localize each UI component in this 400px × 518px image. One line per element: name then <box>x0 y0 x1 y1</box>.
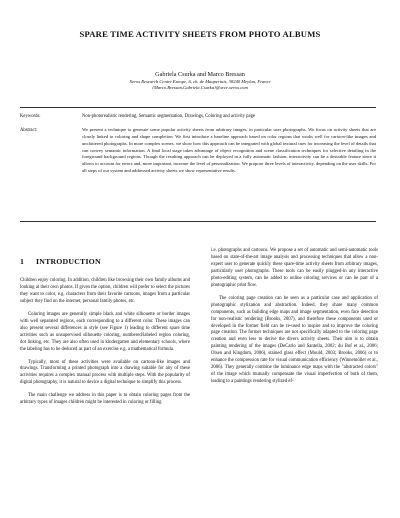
keywords-label: Keywords: <box>20 114 41 119</box>
header-divider <box>20 107 376 108</box>
author-list: Gabriela Csurka and Marco Bressan <box>155 71 245 78</box>
abstract-text: We present a technique to generate some popular activity sheets from arbitrary images, in particular user photographs. We focus on activity sheets that are closely linked to coloring and shape completion. We first introduce a baseline approach based on color regions that works well for cartoon-like images and uncluttered photographs. In more complex scenes, we show how this approach can be integrated with global textural cues for increasing the level of details that can convey semantic information. A final local stage takes advantage of object recognition and scene classification techniques for selective detailing in the foreground background regions. Though the resulting approach can be deployed in a fully automatic fashion, interactivity can be a desirable feature since it allows to account for errors and, more important, increase the level of personalization. We propose three levels of interactivity, depending on the user skills. For all steps of our system and addressed activity sheets we show representative results. <box>82 127 376 174</box>
abstract-divider <box>20 221 376 222</box>
paper-title: SPARE TIME ACTIVITY SHEETS FROM PHOTO ALBUMS <box>79 29 321 39</box>
paragraph: The main challenge we address in this paper is to obtain coloring pages from the arbitrary types of images children might be interested in coloring or filling <box>20 393 190 406</box>
paragraph: i.e. photographs and cartoons. We propose a set of automatic and semi-automatic tools based on state-of-the-art image analysis and processing techniques that allow a non-expert user to generate quickly these spare-time activity sheets from arbitrary images, particularly user photographs. These tools can be easily plugged-in any interactive photo-editing system, can be added to online coloring services or can be part of a photographic print flow. <box>211 248 378 288</box>
paragraph: Coloring images are generally simple black and white silhouette or border images with well separated regions, each corresponding to a different color. These images can also present several differences in style (see Figure 1) leading to different spare time activities such as unsupervised silhouette coloring, numbered/labeled region coloring, dot linking, etc. They are also often used in kindergarten and elementary schools, where the labeling has to be deduced as part of an exercise e.g. a mathematical formula. <box>20 311 190 352</box>
right-column <box>211 248 378 392</box>
paragraph: Typically, most of these activities were available on cartoon-like images and drawings. Transforming a printed photograph into a drawing suitable for any of these activities requires a complex manual process with multiple steps. With the popularity of digital photography, it is natural to device a digital technique to simplify this process. <box>20 359 190 386</box>
section-title: INTRODUCTION <box>36 257 101 266</box>
section-number: 1 <box>20 257 25 266</box>
section-heading <box>20 257 200 266</box>
left-column <box>20 278 190 413</box>
paragraph: The coloring page creation can be seen as a particular case and application of photographic stylization and abstraction. Indeed, they share many common components, such as building edge maps and image segmentation, even face detection for non-realistic rendering (Brooks, 2007), and therefore these components used or developed in the former field can be re-used to inspire and to improve the coloring page creation. The former techniques are not specifically adapted to the coloring page creation and even less to derive the divers activity sheets. Their aim is to obtain painting rendering of the images (DeCarlo and Santella, 2002; du Buf et al., 2006; Olsen and Kingdom, 2006), stained glass effect (Mould, 2003; Brooks, 2006) or to enhance the compression rate for visual communication efficiency (Winnemöller et al., 2006). They generally combine the luminance edge maps with the "abstracted colors" of the image which mutually compensate the visual imperfection of both of them, leading to a paintings rendering stylized ef- <box>211 295 378 385</box>
paragraph: Children enjoy coloring. In addition, children like browsing their own family albums and looking at their own photos. If given the option, children will prefer to select the pictures they want to color, e.g. characters from their favorite cartoons, images from a particular subject they find on the internet, personal family photos, etc. <box>20 278 190 304</box>
affiliation-block <box>20 79 380 92</box>
keywords-text: Non-photorealistic rendering, Semantic segmentation, Drawings, Coloring and activity page <box>82 114 256 119</box>
author-email: {Marco.Bressan,Gabriela.Csurka}@xrce.xerox.com <box>152 85 248 91</box>
abstract-label: Abstract: <box>20 128 38 133</box>
affiliation: Xerox Research Centre Europe, 6, ch. de Maupertuis, 38240 Meylan, France <box>129 79 271 84</box>
